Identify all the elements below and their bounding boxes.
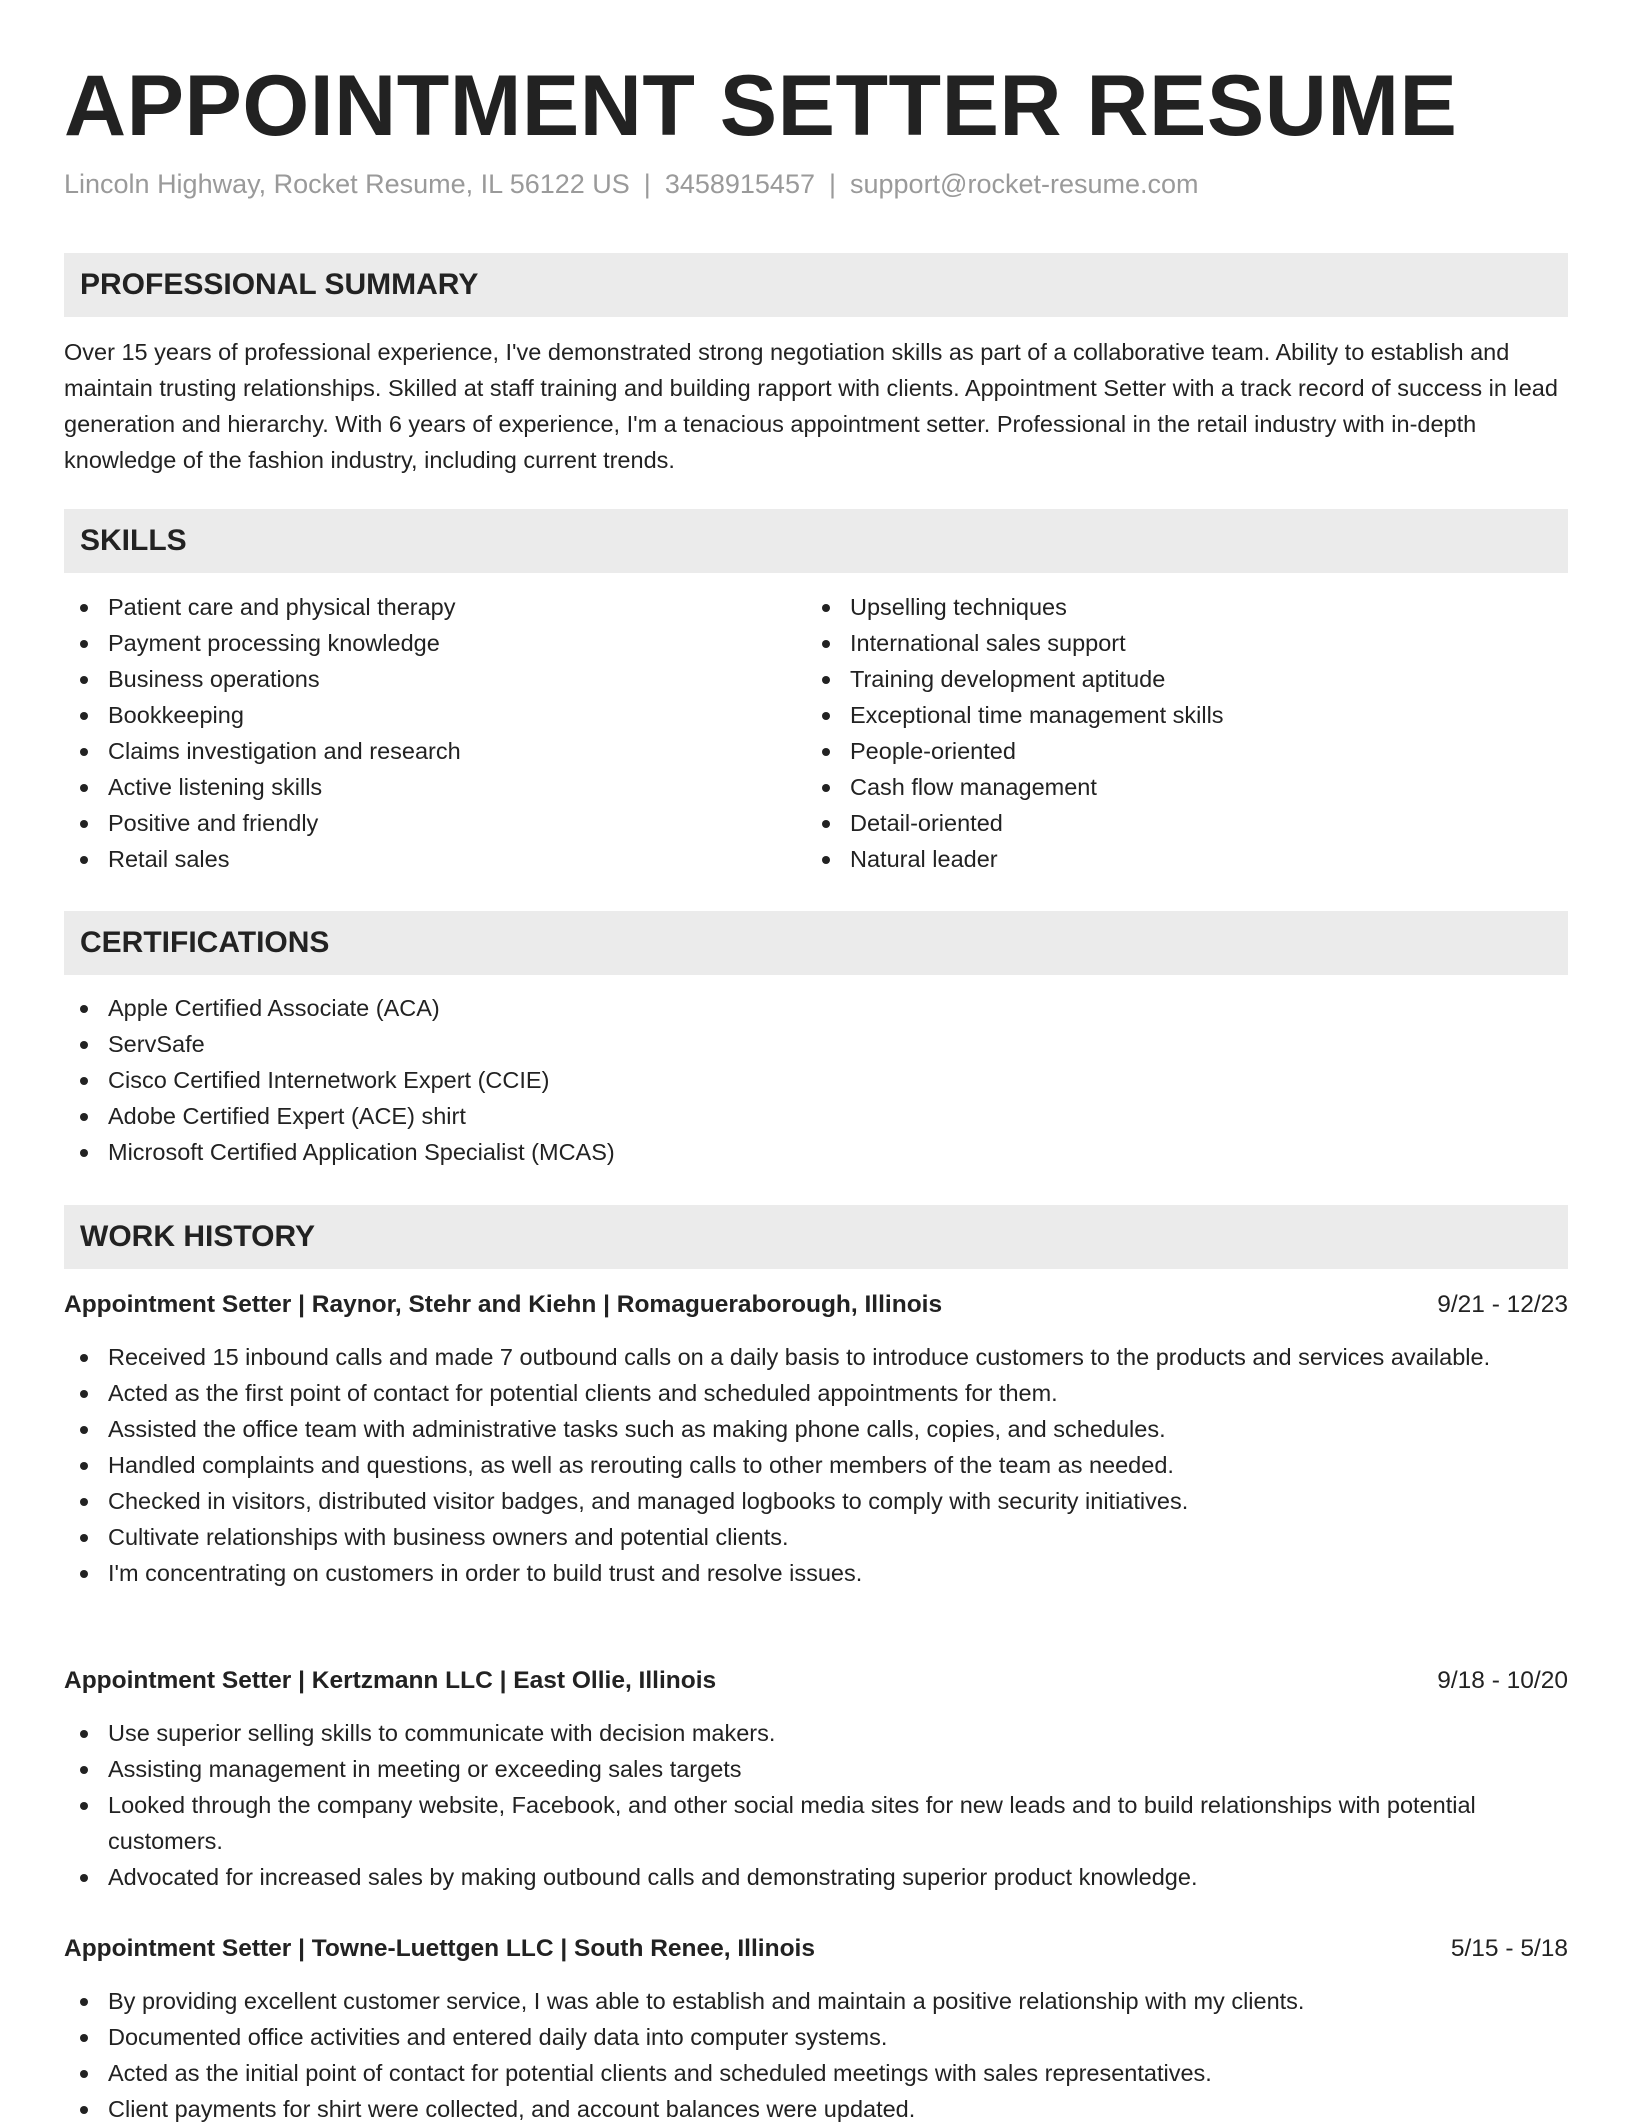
summary-heading: PROFESSIONAL SUMMARY (80, 268, 479, 301)
job-bullet-item: Assisted the office team with administrative tasks such as making phone calls, copies, and schedules. (64, 1411, 1568, 1447)
contact-phone: 3458915457 (664, 169, 815, 199)
job-header (64, 1287, 1568, 1331)
job-title: Appointment Setter | Towne-Luettgen LLC | South Renee, Illinois (64, 1935, 815, 1962)
job-bullets (64, 1339, 1568, 1591)
job-bullets (64, 1715, 1568, 1895)
job-bullet-item: Cultivate relationships with business owners and potential clients. (64, 1519, 1568, 1555)
skill-item: Bookkeeping (64, 697, 804, 733)
skill-item: Business operations (64, 661, 804, 697)
certification-item: Cisco Certified Internetwork Expert (CCIE) (64, 1062, 615, 1098)
work-history-heading: WORK HISTORY (80, 1220, 316, 1253)
job-bullet-item: Documented office activities and entered daily data into computer systems. (64, 2019, 1568, 2055)
job-bullet-item: Acted as the initial point of contact for potential clients and scheduled meetings with sales representatives. (64, 2055, 1568, 2091)
job-bullet-item: Client payments for shirt were collected, and account balances were updated. (64, 2091, 1568, 2127)
skill-item: Patient care and physical therapy (64, 589, 804, 625)
skill-item: Exceptional time management skills (806, 697, 1568, 733)
job-dates: 9/21 - 12/23 (1437, 1291, 1568, 1318)
skills-list-left (64, 589, 804, 877)
skill-item: Positive and friendly (64, 805, 804, 841)
job-title: Appointment Setter | Raynor, Stehr and Kiehn | Romagueraborough, Illinois (64, 1291, 943, 1318)
skills-list-right (806, 589, 1568, 877)
skill-item: Upselling techniques (806, 589, 1568, 625)
job-bullet-item: Received 15 inbound calls and made 7 outbound calls on a daily basis to introduce customers to the products and services available. (64, 1339, 1568, 1375)
job-entry (64, 1287, 1568, 1591)
job-bullet-item: I'm concentrating on customers in order to build trust and resolve issues. (64, 1555, 1568, 1591)
skill-item: International sales support (806, 625, 1568, 661)
skill-item: Natural leader (806, 841, 1568, 877)
skills-section-header (64, 509, 1568, 573)
skill-item: Cash flow management (806, 769, 1568, 805)
skill-item: Claims investigation and research (64, 733, 804, 769)
job-title: Appointment Setter | Kertzmann LLC | East Ollie, Illinois (64, 1667, 717, 1694)
skill-item: Payment processing knowledge (64, 625, 804, 661)
contact-line (64, 166, 1199, 202)
job-header (64, 1931, 1568, 1975)
skills-column-left (64, 589, 804, 877)
work-history-section-header (64, 1205, 1568, 1269)
certification-item: ServSafe (64, 1026, 615, 1062)
job-bullet-item: Checked in visitors, distributed visitor badges, and managed logbooks to comply with security initiatives. (64, 1483, 1568, 1519)
job-bullet-item: Advocated for increased sales by making outbound calls and demonstrating superior product knowledge. (64, 1859, 1568, 1895)
resume-title: APPOINTMENT SETTER RESUME (64, 58, 1458, 154)
contact-separator: | (643, 169, 651, 199)
job-bullet-item: Assisting management in meeting or exceeding sales targets (64, 1751, 1568, 1787)
job-bullet-item: Looked through the company website, Facebook, and other social media sites for new leads and to build relationships with potential customers. (64, 1787, 1568, 1859)
job-bullet-item: Handled complaints and questions, as well as rerouting calls to other members of the team as needed. (64, 1447, 1568, 1483)
certification-item: Adobe Certified Expert (ACE) shirt (64, 1098, 615, 1134)
job-header (64, 1663, 1568, 1707)
contact-address: Lincoln Highway, Rocket Resume, IL 56122 US (64, 169, 630, 199)
summary-section-header (64, 253, 1568, 317)
job-bullet-item: Acted as the first point of contact for potential clients and scheduled appointments for them. (64, 1375, 1568, 1411)
certification-item: Microsoft Certified Application Specialist (MCAS) (64, 1134, 615, 1170)
skill-item: Detail-oriented (806, 805, 1568, 841)
certifications-block (64, 990, 615, 1170)
skill-item: People-oriented (806, 733, 1568, 769)
job-dates: 5/15 - 5/18 (1450, 1935, 1568, 1962)
certifications-list (64, 990, 615, 1170)
skill-item: Active listening skills (64, 769, 804, 805)
job-bullets (64, 1983, 1568, 2127)
contact-separator: | (828, 169, 836, 199)
skills-column-right (806, 589, 1568, 877)
job-dates: 9/18 - 10/20 (1437, 1667, 1568, 1694)
job-bullet-item: Use superior selling skills to communicate with decision makers. (64, 1715, 1568, 1751)
job-bullet-item: By providing excellent customer service, I was able to establish and maintain a positive relationship with my clients. (64, 1983, 1568, 2019)
contact-email: support@rocket-resume.com (850, 169, 1199, 199)
certifications-heading: CERTIFICATIONS (80, 926, 330, 959)
certifications-section-header (64, 911, 1568, 975)
skills-heading: SKILLS (80, 524, 187, 557)
certification-item: Apple Certified Associate (ACA) (64, 990, 615, 1026)
skill-item: Training development aptitude (806, 661, 1568, 697)
job-entry (64, 1663, 1568, 1895)
job-entry (64, 1931, 1568, 2127)
skill-item: Retail sales (64, 841, 804, 877)
summary-text: Over 15 years of professional experience, I've demonstrated strong negotiation skills as part of a collaborative team. Ability to establish and maintain trusting relationships. Skilled at staff training and building rapport with clients. Appointment Setter with a track record of success in lead generation and hierarchy. With 6 years of experience, I'm a tenacious appointment setter. Professional in the retail industry with in-depth knowledge of the fashion industry, including current trends. (64, 339, 1558, 473)
